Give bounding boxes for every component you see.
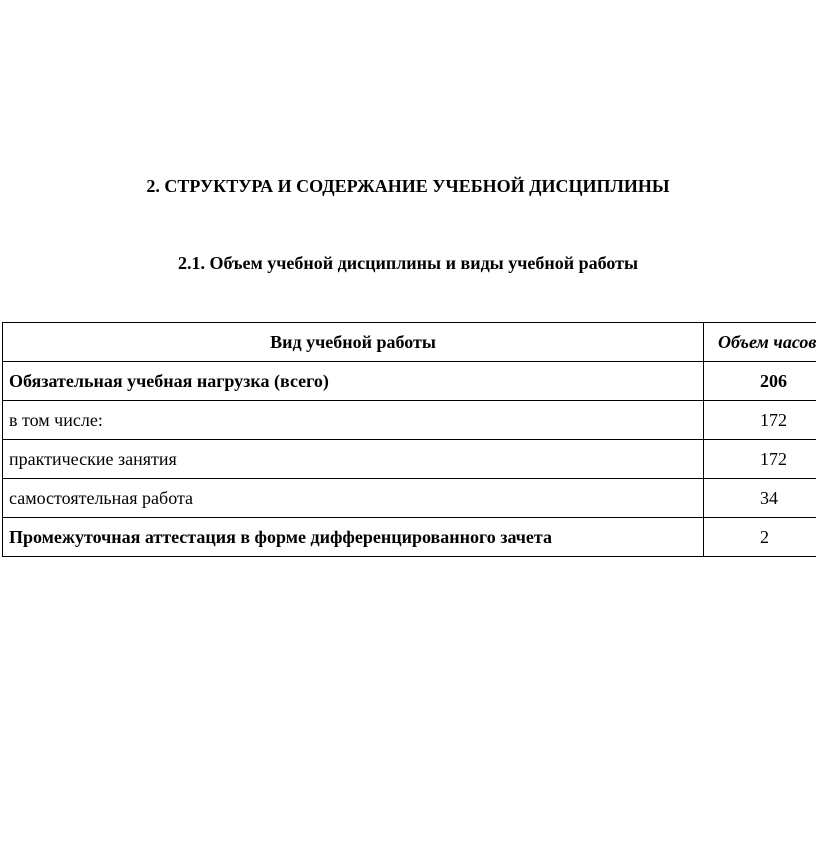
section-title: 2. СТРУКТУРА И СОДЕРЖАНИЕ УЧЕБНОЙ ДИСЦИПЛИНЫ [146, 176, 670, 196]
row-hours: 34 [704, 479, 816, 518]
row-label: практические занятия [3, 440, 704, 479]
table-row [3, 518, 816, 557]
row-label: в том числе: [3, 401, 704, 440]
header-work-type: Вид учебной работы [3, 323, 704, 362]
table-row [3, 479, 816, 518]
row-label: Промежуточная аттестация в форме дифференцированного зачета [3, 518, 704, 557]
row-hours: 172 [704, 440, 816, 479]
header-hours: Объем часов [704, 323, 816, 362]
row-hours: 172 [704, 401, 816, 440]
row-hours: 2 [704, 518, 816, 557]
table-row [3, 401, 816, 440]
row-hours: 206 [704, 362, 816, 401]
workload-table [2, 322, 816, 557]
table-row [3, 362, 816, 401]
subsection-title: 2.1. Объем учебной дисциплины и виды учебной работы [177, 253, 639, 273]
row-label: самостоятельная работа [3, 479, 704, 518]
table-row [3, 440, 816, 479]
table-header-row [3, 323, 816, 362]
workload-table-container [2, 322, 816, 557]
row-label: Обязательная учебная нагрузка (всего) [3, 362, 704, 401]
